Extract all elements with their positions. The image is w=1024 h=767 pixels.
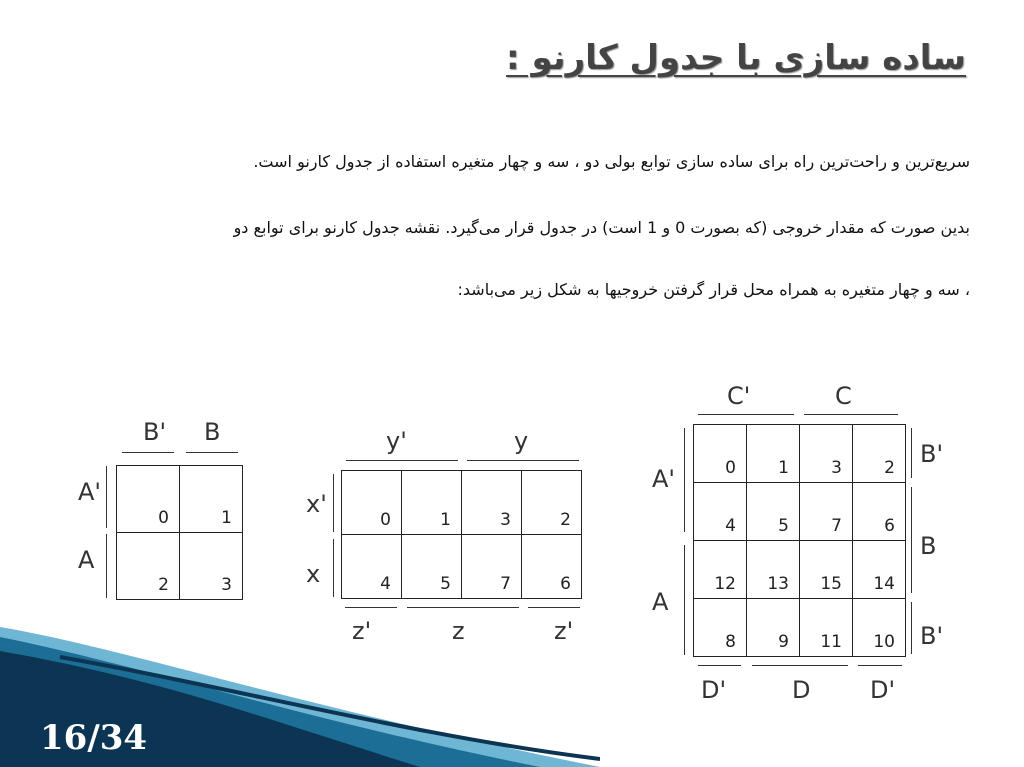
kmap3-left-label-0: x' [306,490,327,518]
page-number: 16/34 [40,718,148,758]
kmap2-top-label-0: B' [143,418,167,446]
kmap2-cell: 0 [117,466,180,533]
kmap4-top-label-1: C [835,382,852,410]
kmap4-cell: 7 [800,483,853,541]
kmap4-cell: 2 [853,425,906,483]
kmap3-bottom-bracket-2 [528,607,580,608]
kmap2-grid [116,465,243,600]
kmap4-cell: 14 [853,541,906,599]
kmap4-top-bracket-1 [804,414,898,415]
kmap3-left-label-1: x [306,560,321,588]
kmap4-cell: 10 [853,599,906,657]
kmap4-grid [693,424,906,657]
kmap4-bottom-bracket-1 [752,665,848,666]
kmap4-bottom-bracket-2 [858,665,902,666]
kmap3-bottom-label-0: z' [352,617,372,645]
kmap3-cell: 5 [402,535,462,599]
kmap4-right-label-0: B' [920,440,944,468]
kmap4-bottom-label-1: D [792,676,811,704]
kmap2-left-label-1: A [78,546,95,574]
kmap3-cell: 4 [342,535,402,599]
kmap4-bottom-label-0: D' [701,676,727,704]
kmap4-right-label-1: B [920,532,937,560]
kmap4-left-bracket-1 [684,545,685,655]
paragraph-line-1: سریع‌ترین و راحت‌ترین راه برای ساده سازی توابع بولی دو ، سه و چهار متغیره استفاده از جدول کارنو است. [253,152,970,171]
kmap3-cell: 2 [522,471,582,535]
kmap2-cell: 2 [117,533,180,600]
paragraph-line-3: ، سه و چهار متغیره به همراه محل قرار گرفتن خروجیها به شکل زیر می‌باشد: [457,280,970,299]
kmap4-left-bracket-0 [684,428,685,532]
kmap4-cell: 11 [800,599,853,657]
kmap3-cell: 6 [522,535,582,599]
kmap4-right-bracket-2 [911,602,912,654]
kmap3-top-bracket-0 [346,460,458,461]
kmap3-left-bracket-1 [333,539,334,597]
kmap2-left-bracket-1 [106,534,107,598]
kmap4-cell: 15 [800,541,853,599]
kmap4-cell: 3 [800,425,853,483]
kmap4-cell: 13 [747,541,800,599]
kmap2-cell: 3 [180,533,243,600]
kmap2-top-bracket-1 [186,452,238,453]
kmap3-bottom-label-1: z [452,617,465,645]
kmap2-left-label-0: A' [78,478,102,506]
kmap3-cell: 1 [402,471,462,535]
kmap3-bottom-bracket-0 [345,607,397,608]
kmap4-bottom-bracket-0 [698,665,741,666]
kmap3-cell: 7 [462,535,522,599]
kmap3-bottom-label-2: z' [554,617,574,645]
kmap4-cell: 9 [747,599,800,657]
slide-title: ساده سازی با جدول کارنو : [506,38,966,78]
kmap4-cell: 4 [694,483,747,541]
kmap4-cell: 8 [694,599,747,657]
kmap3-top-bracket-1 [467,460,579,461]
kmap2-cell: 1 [180,466,243,533]
kmap4-cell: 0 [694,425,747,483]
kmap2-top-bracket-0 [122,452,174,453]
kmap4-left-label-0: A' [652,465,676,493]
kmap4-right-bracket-1 [911,487,912,593]
kmap3-cell: 0 [342,471,402,535]
kmap4-left-label-1: A [652,588,669,616]
kmap3-bottom-bracket-1 [407,607,519,608]
kmap4-cell: 12 [694,541,747,599]
kmap4-right-bracket-0 [911,428,912,478]
kmap4-bottom-label-2: D' [870,676,896,704]
kmap4-cell: 5 [747,483,800,541]
kmap4-right-label-2: B' [920,622,944,650]
kmap3-grid [341,470,582,599]
kmap3-top-label-0: y' [386,427,407,455]
kmap2-left-bracket-0 [106,466,107,528]
kmap4-top-label-0: C' [727,382,751,410]
kmap4-cell: 1 [747,425,800,483]
kmap3-left-bracket-0 [333,474,334,532]
paragraph-line-2: بدین صورت که مقدار خروجی (که بصورت 0 و 1 است) در جدول قرار می‌گیرد. نقشه جدول کارنو برای توابع دو [233,218,970,237]
kmap3-top-label-1: y [514,427,529,455]
kmap4-cell: 6 [853,483,906,541]
kmap3-cell: 3 [462,471,522,535]
kmap2-top-label-1: B [204,418,221,446]
kmap4-top-bracket-0 [698,414,794,415]
